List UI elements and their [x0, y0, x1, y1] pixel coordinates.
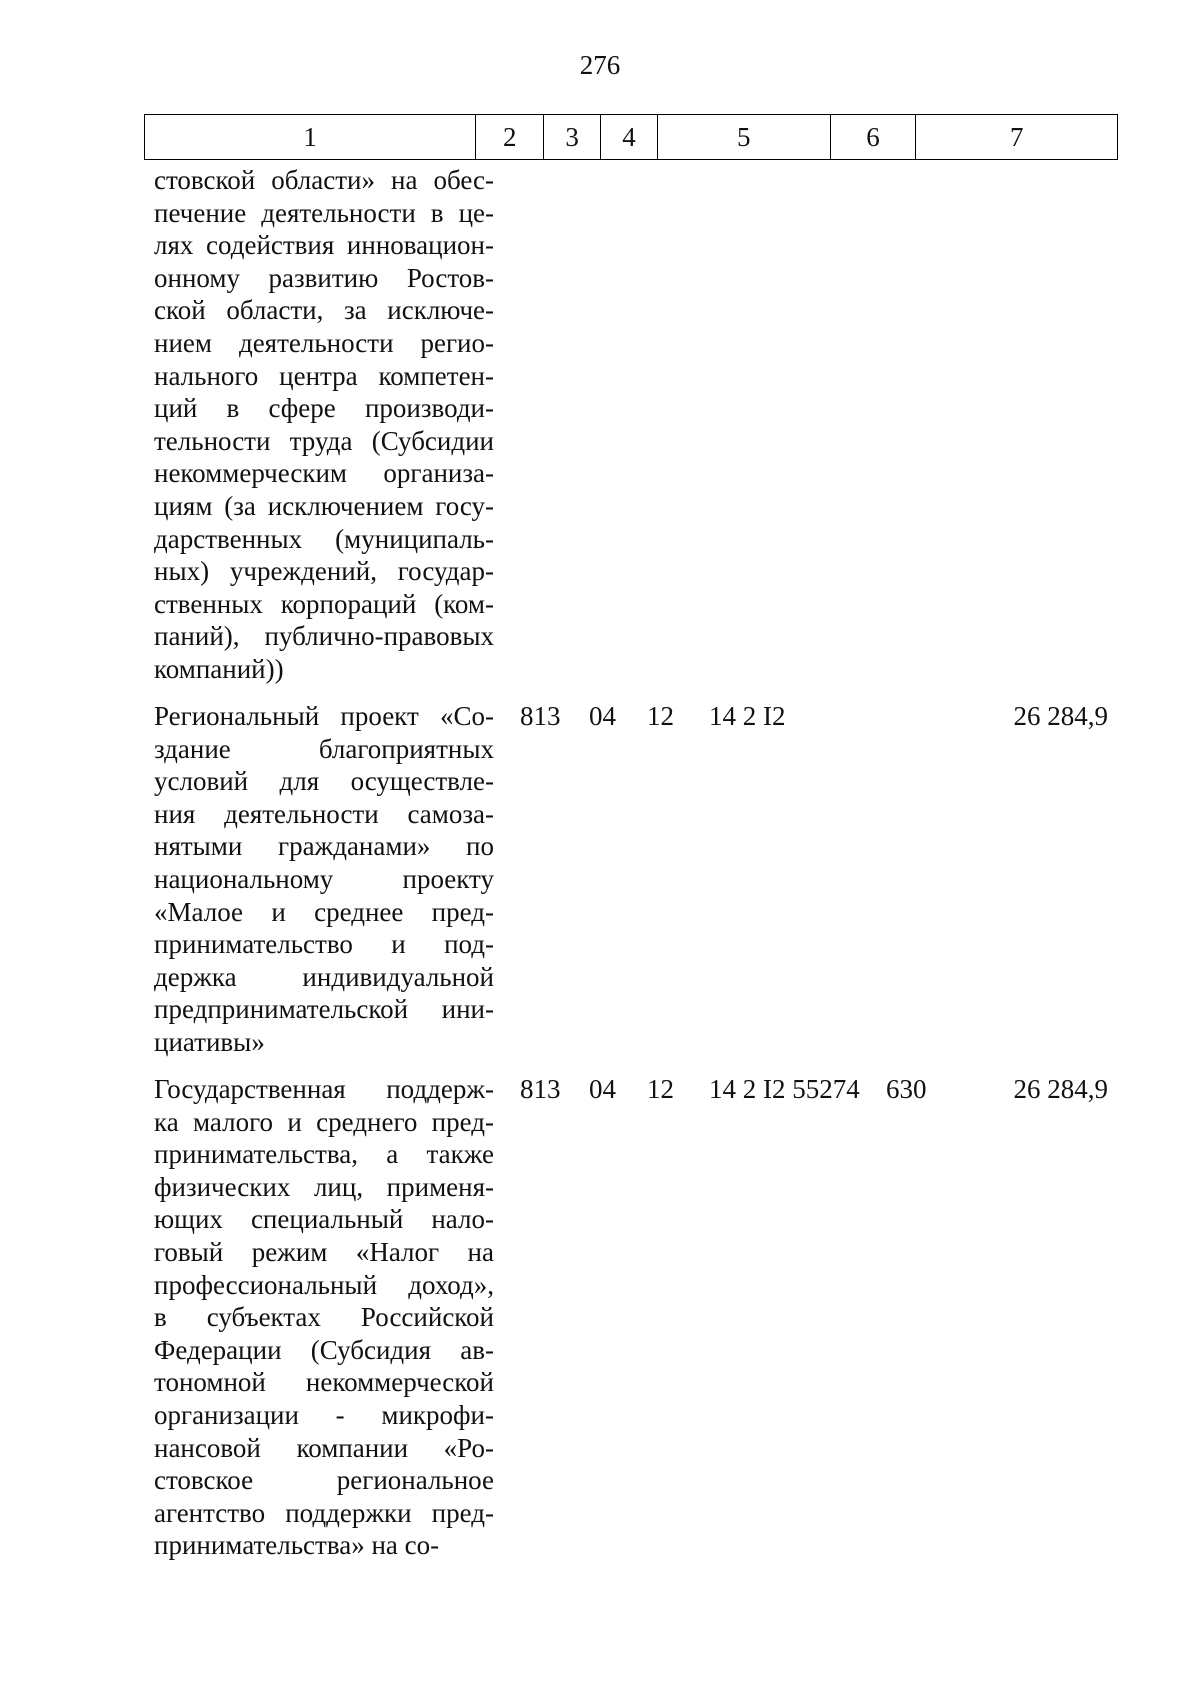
row-cell-c2: 813 — [520, 701, 561, 731]
row-name-line: в субъектах Российской — [154, 1302, 494, 1333]
row-name-line: ской области, за исключе- — [154, 295, 494, 326]
row-name-line: национальному проекту — [154, 863, 494, 894]
row-name-line: дарственных (муниципаль- — [154, 523, 494, 554]
row-cell-c3: 04 — [589, 701, 616, 731]
row-name-cell — [154, 164, 494, 686]
row-name-cell — [154, 1073, 494, 1562]
row-name-line: принимательство и под- — [154, 929, 494, 960]
row-name-line: организации - микрофи- — [154, 1399, 494, 1430]
row-name-line: тельности труда (Субсидии — [154, 425, 494, 456]
row-name-line: ственных корпораций (ком- — [154, 588, 494, 619]
row-name-line: предпринимательской ини- — [154, 994, 494, 1025]
row-cell-c7: 26 284,9 — [1013, 1074, 1108, 1104]
header-col-3: 3 — [544, 115, 601, 159]
table-header — [144, 114, 1118, 160]
row-cell-c5: 14 2 I2 — [709, 701, 786, 731]
row-name-line: циям (за исключением госу- — [154, 490, 494, 521]
row-name-line: стовской области» на обес- — [154, 165, 494, 195]
row-name-line: ций в сфере производи- — [154, 393, 494, 424]
header-col-5: 5 — [658, 115, 831, 159]
header-col-2: 2 — [476, 115, 544, 159]
row-name-line: ных) учреждений, государ- — [154, 556, 494, 587]
row-name-line: условий для осуществле- — [154, 766, 494, 797]
row-cell-c5: 14 2 I2 55274 — [709, 1074, 860, 1104]
row-name-line: ка малого и среднего пред- — [154, 1106, 494, 1137]
row-cell-c2: 813 — [520, 1074, 561, 1104]
row-name-line: держка индивидуальной — [154, 961, 494, 992]
row-name-line: здание благоприятных — [154, 733, 494, 764]
row-name-line: говый режим «Налог на — [154, 1236, 494, 1267]
row-cell-c6: 630 — [886, 1074, 927, 1104]
row-name-line: тономной некоммерческой — [154, 1367, 494, 1398]
row-name-line: «Малое и среднее пред- — [154, 896, 494, 927]
header-col-4: 4 — [601, 115, 658, 159]
header-col-6: 6 — [831, 115, 917, 159]
row-name-line: онному развитию Ростов- — [154, 262, 494, 293]
row-name-line: нием деятельности регио- — [154, 327, 494, 358]
row-name-line: лях содействия инновацион- — [154, 230, 494, 261]
row-cell-c7: 26 284,9 — [1013, 701, 1108, 731]
row-name-line: профессиональный доход», — [154, 1269, 494, 1300]
row-name-line: печение деятельности в це- — [154, 197, 494, 228]
row-name-line: нального центра компетен- — [154, 360, 494, 391]
row-name-line: компаний)) — [154, 653, 284, 684]
row-name-line: циативы» — [154, 1026, 265, 1057]
row-name-line: Региональный проект «Со- — [154, 701, 494, 731]
row-name-line: паний), публично-правовых — [154, 621, 494, 652]
header-col-1: 1 — [145, 115, 476, 159]
row-name-cell — [154, 700, 494, 1059]
header-col-7: 7 — [1009, 121, 1024, 152]
row-name-line: ющих специальный нало- — [154, 1204, 494, 1235]
row-name-line: нансовой компании «Ро- — [154, 1432, 494, 1463]
page-number: 276 — [579, 50, 621, 80]
row-name-line: физических лиц, применя- — [154, 1171, 494, 1202]
row-cell-c4: 12 — [647, 701, 674, 731]
row-name-line: Государственная поддерж- — [154, 1074, 494, 1104]
row-name-line: нятыми гражданами» по — [154, 831, 494, 862]
row-name-line: агентство поддержки пред- — [154, 1497, 494, 1528]
row-name-line: ния деятельности самоза- — [154, 798, 494, 829]
row-name-line: принимательства» на со- — [154, 1530, 440, 1561]
row-name-line: Федерации (Субсидия ав- — [154, 1334, 494, 1365]
row-name-line: некоммерческим организа- — [154, 458, 494, 489]
row-cell-c4: 12 — [647, 1074, 674, 1104]
row-name-line: стовское региональное — [154, 1465, 494, 1496]
row-name-line: принимательства, а также — [154, 1139, 494, 1170]
row-cell-c3: 04 — [589, 1074, 616, 1104]
